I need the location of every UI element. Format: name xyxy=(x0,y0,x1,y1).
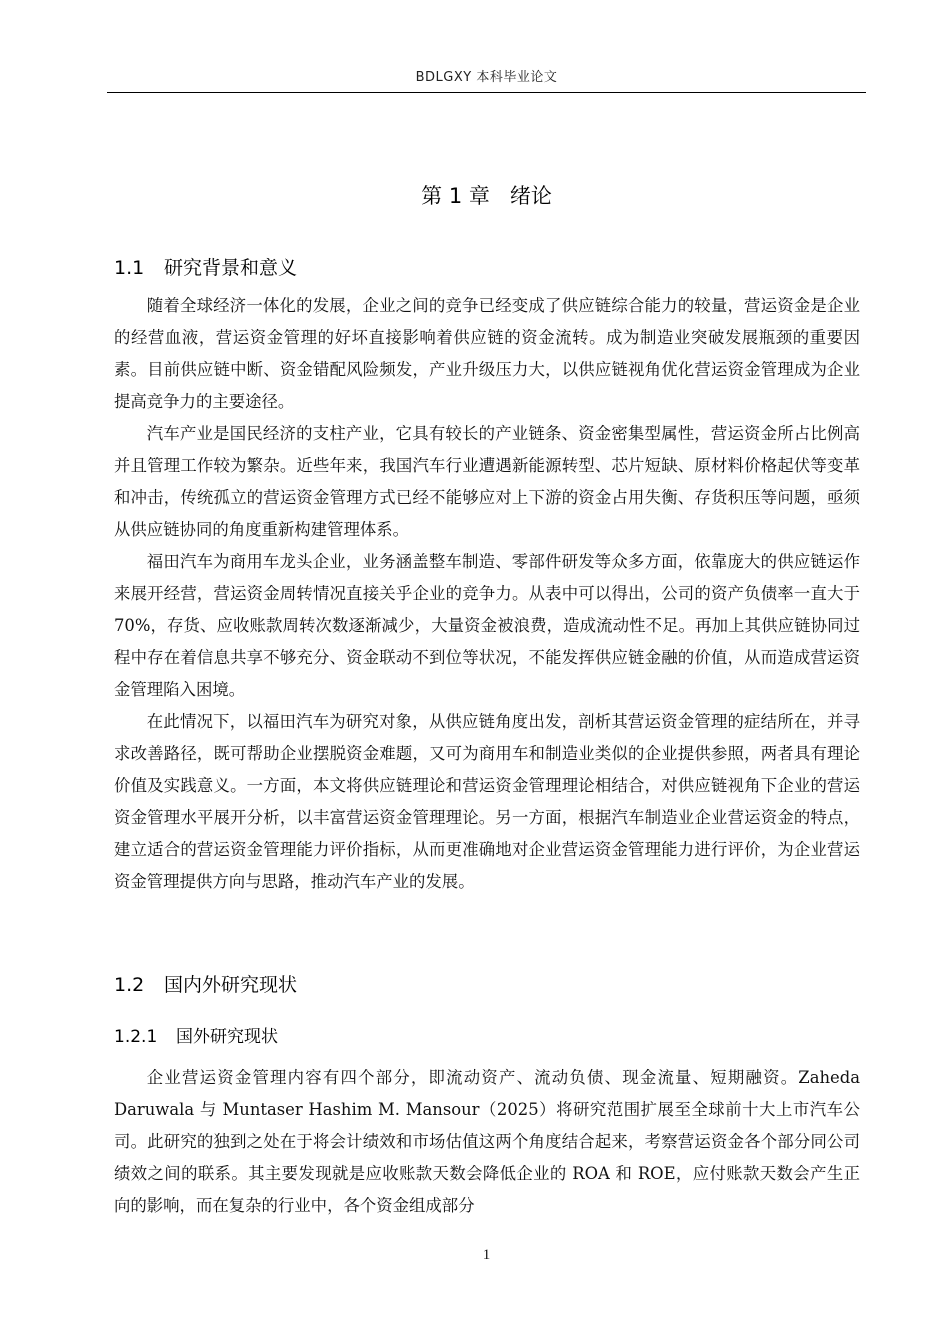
subsection-1-2-1-body xyxy=(114,1062,860,1222)
chapter-label: 第 1 章 xyxy=(421,184,490,208)
section-title: 研究背景和意义 xyxy=(164,257,298,279)
paragraph: 企业营运资金管理内容有四个部分，即流动资产、流动负债、现金流量、短期融资。Zaheda Daruwala 与 Muntaser Hashim M. Mansour（2025）将研究范围扩展至全球前十大上市汽车公司。此研究的独到之处在于将会计绩效和市场估值这两个角度结合起来，考察营运资金各个部分同公司绩效之间的联系。其主要发现就是应收账款天数会降低企业的 ROA 和 ROE，应付账款天数会产生正向的影响，而在复杂的行业中，各个资金组成部分 xyxy=(114,1068,860,1215)
section-number: 1.2 xyxy=(114,974,145,996)
subsection-title: 国外研究现状 xyxy=(176,1027,278,1047)
page-number: 1 xyxy=(482,1247,491,1263)
chapter-name: 绪论 xyxy=(509,184,552,208)
running-header: BDLGXY 本科毕业论文 xyxy=(415,70,558,85)
section-1-1-body xyxy=(114,290,860,898)
paragraph: 在此情况下，以福田汽车为研究对象，从供应链角度出发，剖析其营运资金管理的症结所在，并寻求改善路径，既可帮助企业摆脱资金难题，又可为商用车和制造业类似的企业提供参照，两者具有理论价值及实践意义。一方面，本文将供应链理论和营运资金管理理论相结合，对供应链视角下企业的营运资金管理水平展开分析，以丰富营运资金管理理论。另一方面，根据汽车制造业企业营运资金的特点，建立适合的营运资金管理能力评价指标，从而更准确地对企业营运资金管理能力进行评价，为企业营运资金管理提供方向与思路，推动汽车产业的发展。 xyxy=(114,712,860,891)
section-heading-1-2 xyxy=(114,970,297,997)
chapter-title xyxy=(107,180,866,210)
header-rule xyxy=(107,92,866,93)
paragraph: 汽车产业是国民经济的支柱产业，它具有较长的产业链条、资金密集型属性，营运资金所占比例高并且管理工作较为繁杂。近些年来，我国汽车行业遭遇新能源转型、芯片短缺、原材料价格起伏等变革和冲击，传统孤立的营运资金管理方式已经不能够应对上下游的资金占用失衡、存货积压等问题，亟须从供应链协同的角度重新构建管理体系。 xyxy=(114,424,860,539)
paragraph: 福田汽车为商用车龙头企业，业务涵盖整车制造、零部件研发等众多方面，依靠庞大的供应链运作来展开经营，营运资金周转情况直接关乎企业的竞争力。从表中可以得出，公司的资产负债率一直大于 70%，存货、应收账款周转次数逐渐减少，大量资金被浪费，造成流动性不足。再加上其供应链协同过程中存在着信息共享不够充分、资金联动不到位等状况，不能发挥供应链金融的价值，从而造成营运资金管理陷入困境。 xyxy=(114,552,860,699)
subsection-heading-1-2-1 xyxy=(114,1022,278,1047)
paragraph: 随着全球经济一体化的发展，企业之间的竞争已经变成了供应链综合能力的较量，营运资金是企业的经营血液，营运资金管理的好坏直接影响着供应链的资金流转。成为制造业突破发展瓶颈的重要因素。目前供应链中断、资金错配风险频发，产业升级压力大，以供应链视角优化营运资金管理成为企业提高竞争力的主要途径。 xyxy=(114,296,860,411)
subsection-number: 1.2.1 xyxy=(114,1027,158,1047)
section-heading-1-1 xyxy=(114,253,297,280)
section-number: 1.1 xyxy=(114,257,145,279)
section-title: 国内外研究现状 xyxy=(164,974,298,996)
